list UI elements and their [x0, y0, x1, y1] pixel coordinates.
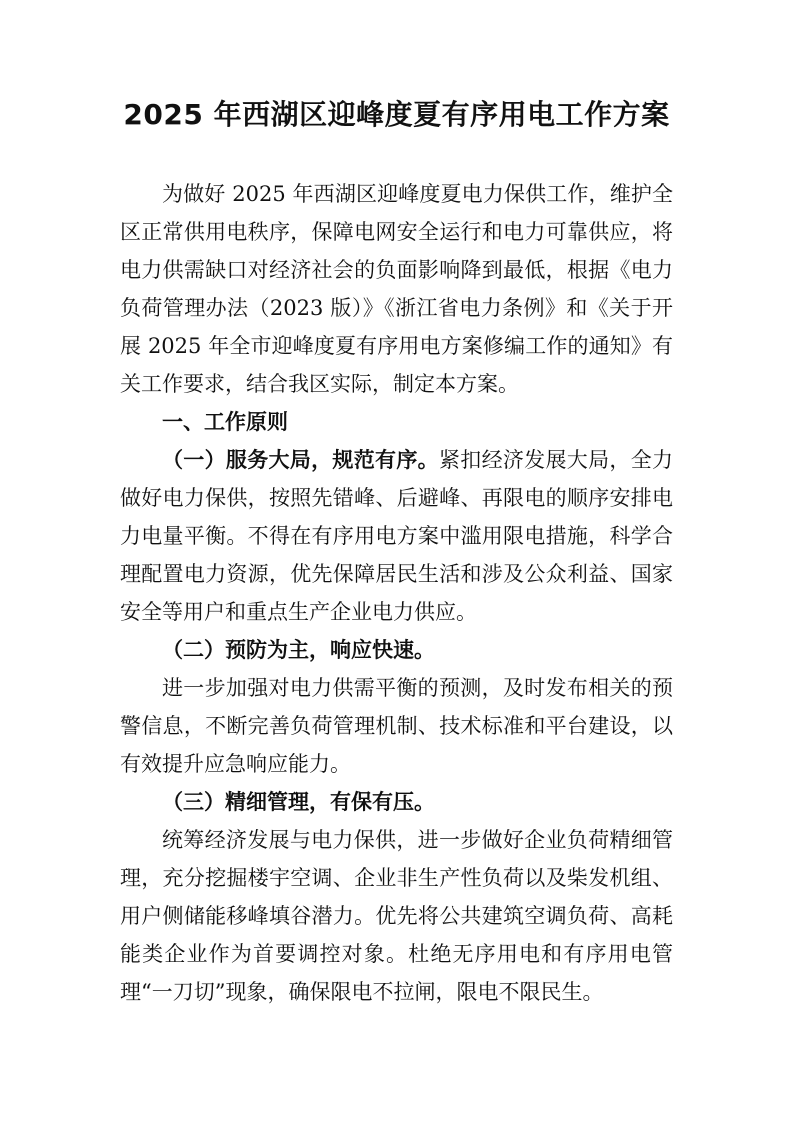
principle-1-text: 紧扣经济发展大局，全力做好电力保供，按照先错峰、后避峰、再限电的顺序安排电力电量平衡。不得在有序用电方案中滥用限电措施，科学合理配置电力资源，优先保障居民生活和涉及公众利益、国家安全等用户和重点生产企业电力供应。: [120, 448, 674, 624]
principle-3-text: 统筹经济发展与电力保供，进一步做好企业负荷精细管理，充分挖掘楼宇空调、企业非生产性负荷以及柴发机组、用户侧储能移峰填谷潜力。优先将公共建筑空调负荷、高耗能类企业作为首要调控对象。杜绝无序用电和有序用电管理“一刀切”现象，确保限电不拉闸，限电不限民生。: [120, 828, 673, 1004]
principle-1-title: （一）服务大局，规范有序。: [162, 448, 439, 472]
principle-3-title: （三）精细管理，有保有压。: [162, 790, 435, 814]
document-title: 2025 年西湖区迎峰度夏有序用电工作方案: [123, 98, 670, 131]
intro-paragraph: 为做好 2025 年西湖区迎峰度夏电力保供工作，维护全区正常供用电秩序，保障电网安全运行和电力可靠供应，将电力供需缺口对经济社会的负面影响降到最低，根据《电力负荷管理办法（2023 版）》《浙江省电力条例》和《关于开展 2025 年全市迎峰度夏有序用电方案修编工作的通知》有关工作要求，结合我区实际，制定本方案。: [120, 182, 673, 396]
principle-2-text: 进一步加强对电力供需平衡的预测，及时发布相关的预警信息，不断完善负荷管理机制、技术标准和平台建设，以有效提升应急响应能力。: [120, 676, 673, 776]
principle-1-paragraph: [120, 441, 673, 631]
principle-2-title: （二）预防为主，响应快速。: [162, 638, 435, 662]
section-heading-principles: 一、工作原则: [162, 410, 288, 434]
